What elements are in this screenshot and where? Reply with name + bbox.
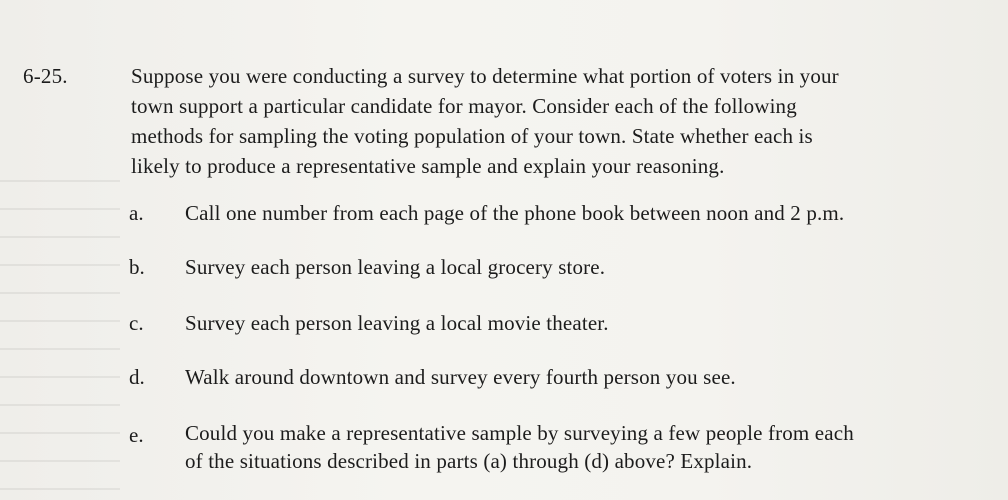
stem-line: likely to produce a representative sample and explain your reasoning.: [131, 154, 725, 178]
item-c-text: [185, 309, 609, 337]
item-a-text: [185, 199, 844, 227]
item-d-text: [185, 363, 736, 391]
stem-line: town support a particular candidate for mayor. Consider each of the following: [131, 94, 797, 118]
item-line: Survey each person leaving a local grocery store.: [185, 255, 606, 279]
item-e-text: [185, 419, 854, 475]
item-b-letter: b.: [129, 255, 145, 279]
item-e-letter: e.: [129, 423, 144, 447]
item-line: of the situations described in parts (a) through (d) above? Explain.: [185, 449, 753, 473]
item-a-letter: a.: [129, 201, 144, 225]
stem-line: methods for sampling the voting population of your town. State whether each is: [131, 124, 813, 148]
item-line: Walk around downtown and survey every fourth person you see.: [185, 365, 736, 389]
item-line: Survey each person leaving a local movie theater.: [185, 311, 609, 335]
problem-number: 6-25.: [23, 64, 68, 88]
problem-stem: [131, 61, 981, 181]
stem-line: Suppose you were conducting a survey to determine what portion of voters in your: [131, 64, 839, 88]
item-b-text: [185, 253, 605, 281]
item-d-letter: d.: [129, 365, 145, 389]
item-line: Call one number from each page of the phone book between noon and 2 p.m.: [185, 201, 845, 225]
bleed-through-texture: [0, 180, 120, 500]
item-line: Could you make a representative sample by surveying a few people from each: [185, 421, 854, 445]
item-c-letter: c.: [129, 311, 144, 335]
